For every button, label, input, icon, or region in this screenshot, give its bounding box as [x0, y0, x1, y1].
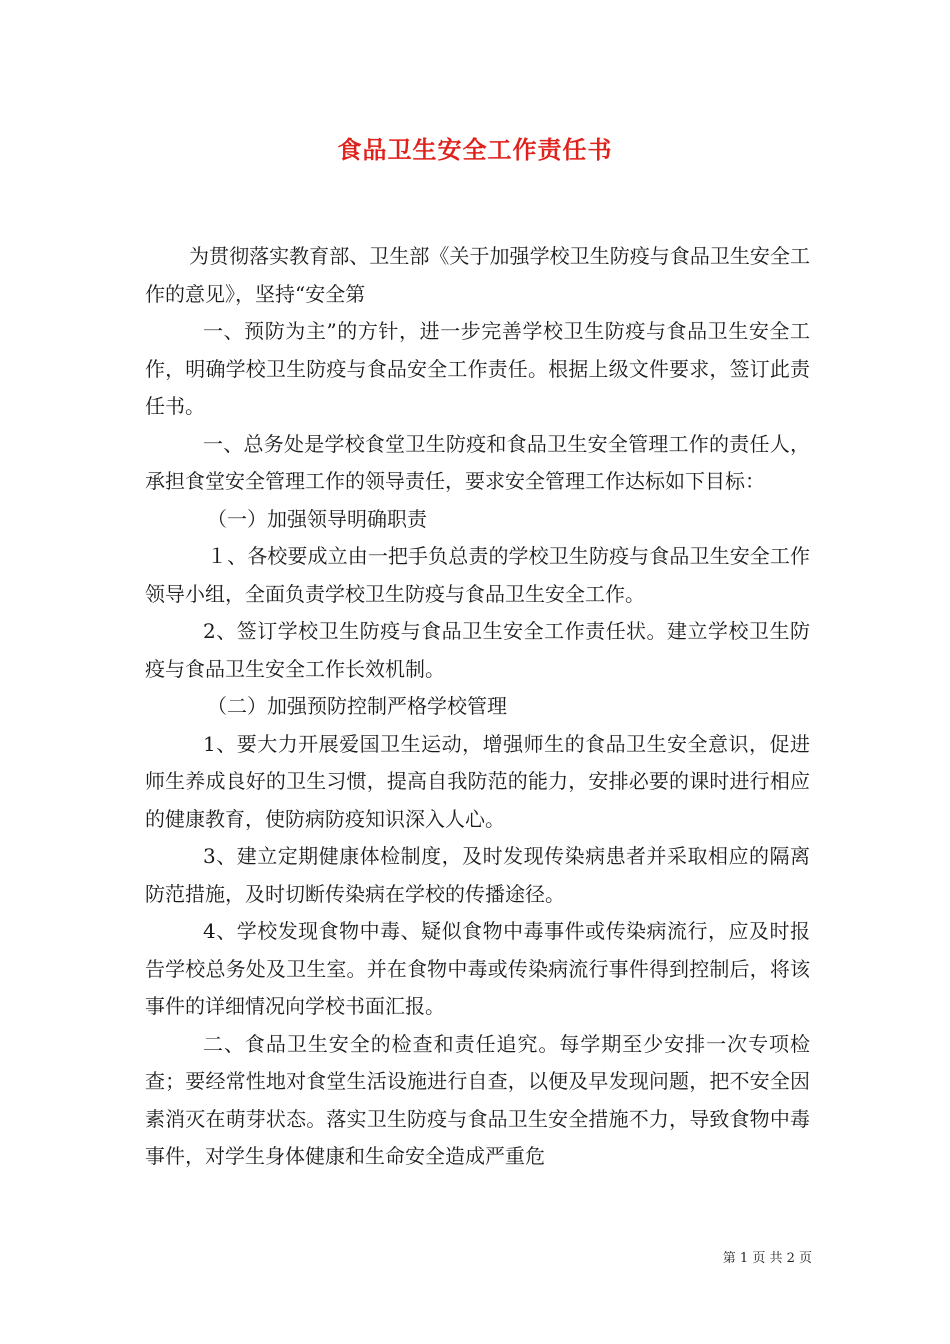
paragraph-intro: 为贯彻落实教育部、卫生部《关于加强学校卫生防疫与食品卫生安全工作的意见》，坚持“安全第	[145, 244, 810, 306]
subheading-two: （二）加强预防控制严格学校管理	[207, 694, 507, 718]
paragraph-item-b3: 3、建立定期健康体检制度，及时发现传染病患者并采取相应的隔离防范措施，及时切断传染病在学校的传播途径。	[145, 844, 810, 906]
document-title: 食品卫生安全工作责任书	[337, 135, 613, 164]
page-number-footer: 第 1 页 共 2 页	[722, 1251, 812, 1266]
paragraph-item-b4: 4、学校发现食物中毒、疑似食物中毒事件或传染病流行，应及时报告学校总务处及卫生室。并在食物中毒或传染病流行事件得到控制后，将该事件的详细情况向学校书面汇报。	[145, 919, 810, 1018]
document-body	[145, 238, 810, 1176]
subheading-one: （一）加强领导明确职责	[207, 506, 427, 531]
paragraph-section-two: 二、食品卫生安全的检查和责任追究。每学期至少安排一次专项检查；要经常性地对食堂生活设施进行自查，以便及早发现问题，把不安全因素消灭在萌芽状态。落实卫生防疫与食品卫生安全措施不力，导致食物中毒事件，对学生身体健康和生命安全造成严重危	[145, 1031, 810, 1168]
paragraph-section-one: 一、总务处是学校食堂卫生防疫和食品卫生安全管理工作的责任人，承担食堂安全管理工作的领导责任，要求安全管理工作达标如下目标：	[145, 431, 810, 493]
paragraph-principle: 一、预防为主”的方针，进一步完善学校卫生防疫与食品卫生安全工作，明确学校卫生防疫与食品安全工作责任。根据上级文件要求，签订此责任书。	[145, 319, 810, 418]
paragraph-item-b1: 1、要大力开展爱国卫生运动，增强师生的食品卫生安全意识，促进师生养成良好的卫生习惯，提高自我防范的能力，安排必要的课时进行相应的健康教育，使防病防疫知识深入人心。	[145, 731, 810, 831]
paragraph-item-2: 2、签订学校卫生防疫与食品卫生安全工作责任状。建立学校卫生防疫与食品卫生安全工作长效机制。	[145, 619, 810, 681]
paragraph-item-1: １、各校要成立由一把手负总责的学校卫生防疫与食品卫生安全工作领导小组，全面负责学校卫生防疫与食品卫生安全工作。	[145, 544, 810, 606]
